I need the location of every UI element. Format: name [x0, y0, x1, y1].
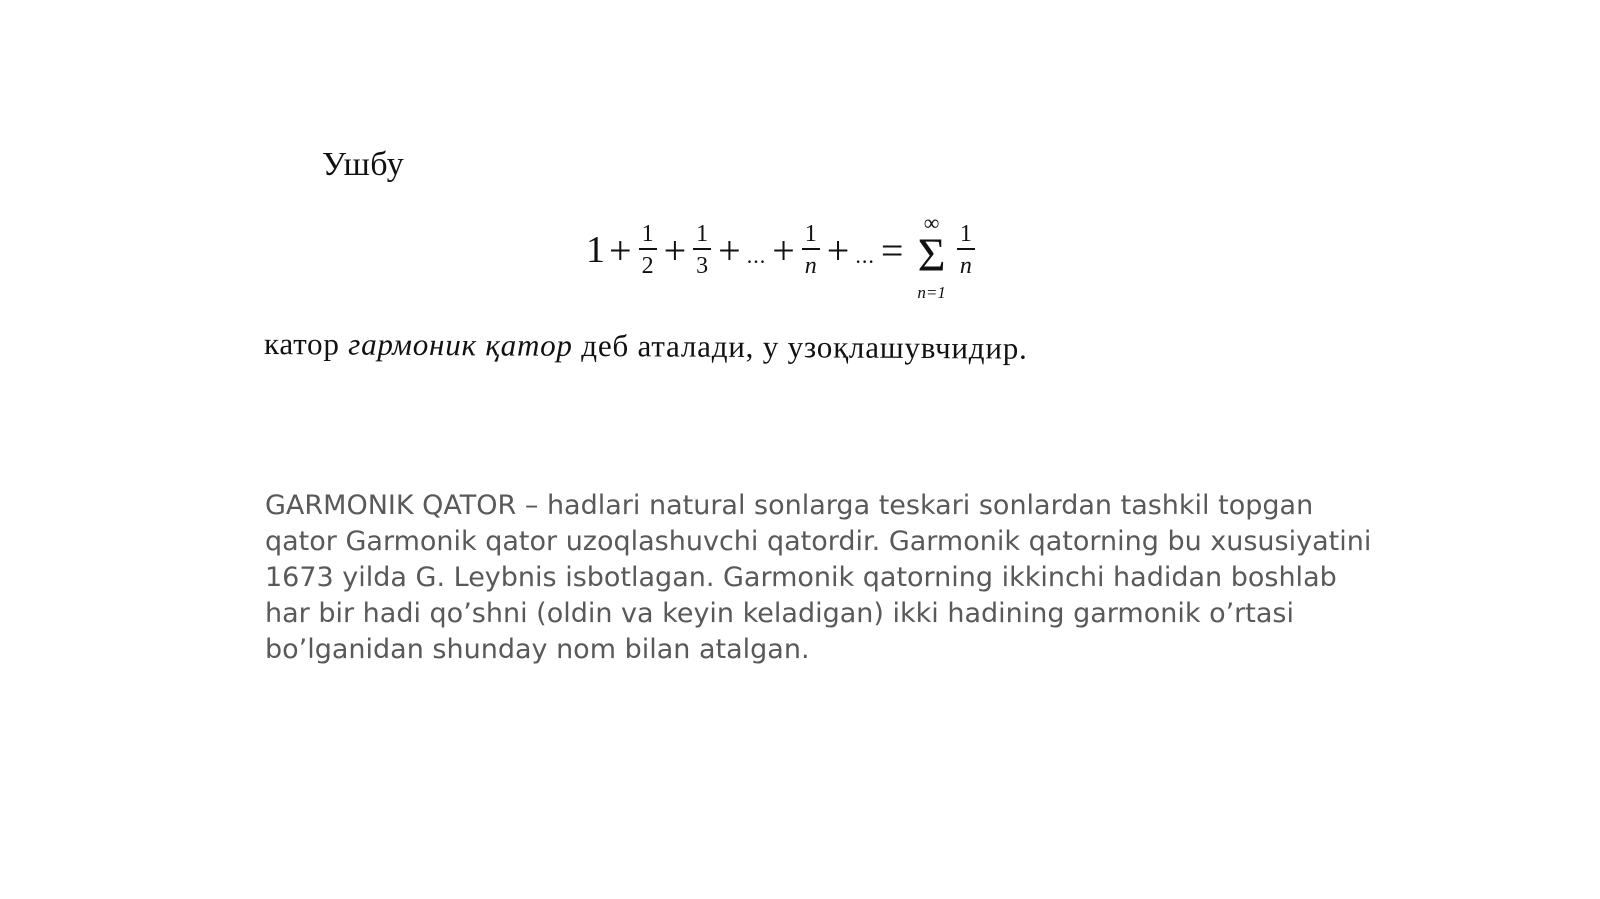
summation-upper-limit: ∞	[923, 209, 940, 235]
fraction-one-third	[693, 222, 711, 278]
scan-sentence-part2: деб аталади, у узоқлашувчидир.	[572, 327, 1028, 366]
scanned-excerpt	[0, 0, 1600, 420]
intro-word: Ушбу	[322, 146, 405, 183]
plus-sign: +	[772, 227, 795, 273]
sigma-symbol: Σ	[917, 228, 946, 282]
summation-lower-limit: n=1	[917, 282, 946, 302]
plus-sign: +	[663, 227, 687, 273]
fraction-numerator: 1	[957, 222, 975, 250]
ellipsis: ...	[746, 243, 767, 268]
body-paragraph: GARMONIK QATOR – hadlari natural sonlarga teskari sonlardan tashkil topgan qator Garmonik qator uzoqlashuvchi qatordir. Garmonik qatorning bu xususiyatini 1673 yilda G. Leybnis isbotlagan. Garmonik qatorning ikkinchi hadidan boshlab har bir hadi qo’shni (oldin va keyin keladigan) ikki hadining garmonik o’rtasi bo’lganidan shunday nom bilan atalgan.	[265, 490, 1372, 665]
plus-sign: +	[718, 227, 741, 273]
fraction-one-over-n	[802, 222, 820, 278]
fraction-numerator: 1	[802, 222, 820, 250]
fraction-denominator: 3	[696, 253, 709, 279]
fraction-numerator: 1	[693, 222, 711, 250]
plus-sign: +	[826, 227, 850, 273]
fraction-one-half	[639, 222, 657, 278]
scan-sentence-emphasis: гармоник қатор	[348, 326, 573, 363]
summation	[917, 209, 946, 302]
ellipsis: ...	[855, 243, 875, 268]
scan-sentence	[264, 326, 1028, 367]
fraction-denominator: 2	[641, 253, 654, 279]
first-term: 1	[586, 229, 605, 271]
plus-sign: +	[609, 227, 632, 273]
summand-fraction	[957, 222, 975, 278]
fraction-denominator: n	[959, 253, 972, 279]
equals-sign: =	[880, 227, 904, 273]
fraction-denominator: n	[804, 253, 817, 279]
fraction-numerator: 1	[639, 222, 657, 250]
harmonic-series-formula	[586, 200, 978, 300]
scan-sentence-part1: катор	[263, 326, 349, 362]
